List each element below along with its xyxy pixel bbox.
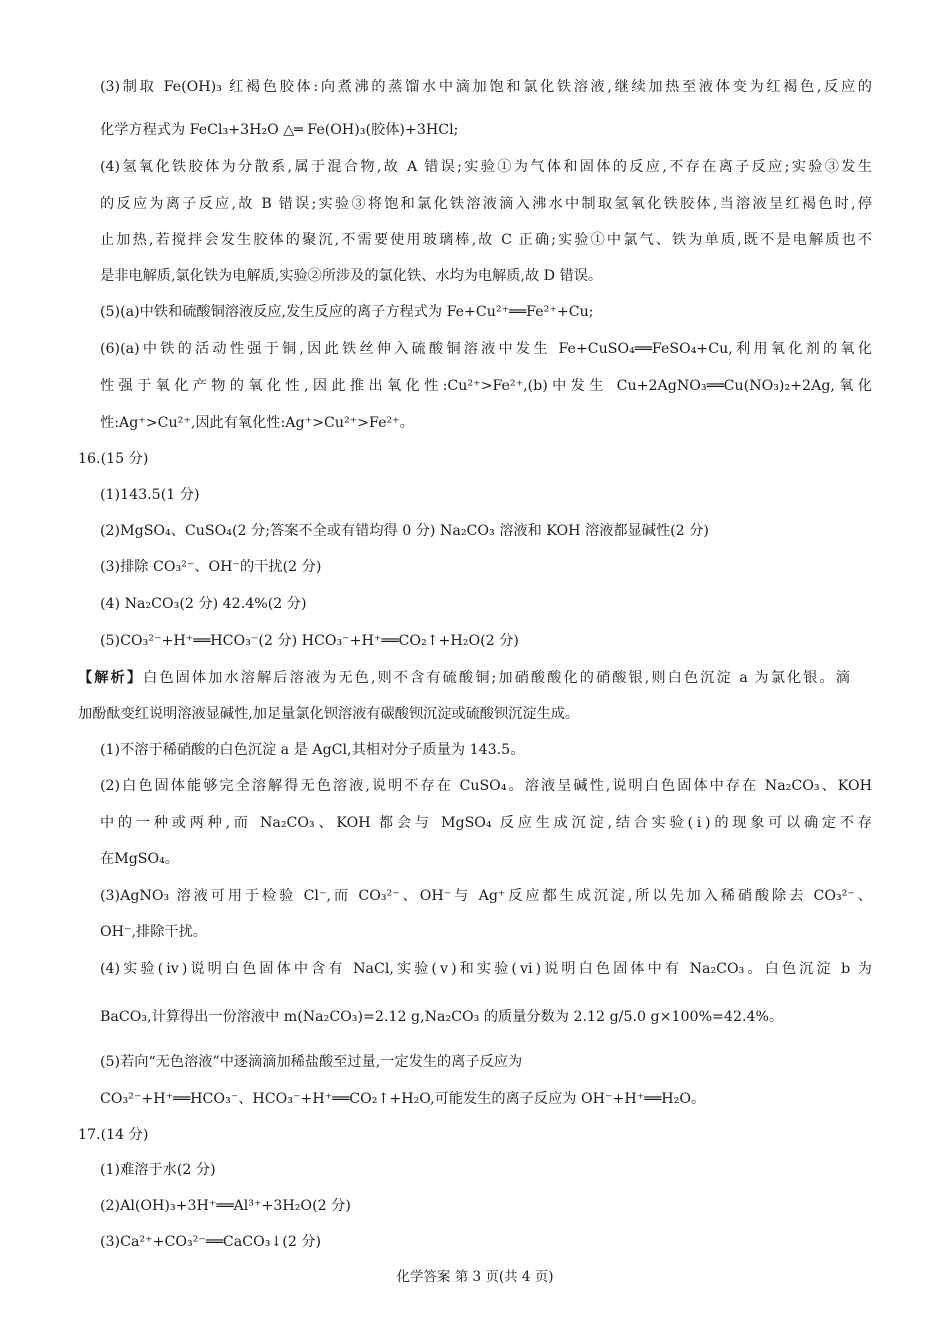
text-line: (5)CO₃²⁻+H⁺══HCO₃⁻(2 分) HCO₃⁻+H⁺══CO₂↑+H₂O(2 分) [100, 633, 519, 649]
text-line: 化学方程式为 FeCl₃+3H₂O △═ Fe(OH)₃(胶体)+3HCl; [100, 122, 459, 138]
text-line: (1)不溶于稀硝酸的白色沉淀 a 是 AgCl,其相对分子质量为 143.5。 [100, 742, 525, 758]
text-line: 的反应为离子反应,故 B 错误;实验③将饱和氯化铁溶液滴入沸水中制取氢氧化铁胶体,当溶液呈红褐色时,停 [100, 196, 872, 212]
page-footer: 化学答案 第 3 页(共 4 页) [396, 1269, 554, 1285]
text-line: (2)MgSO₄、CuSO₄(2 分;答案不全或有错均得 0 分) Na₂CO₃ 溶液和 KOH 溶液都显碱性(2 分) [100, 523, 709, 539]
text-line: (1)143.5(1 分) [100, 487, 200, 503]
text-line: (3)AgNO₃ 溶液可用于检验 Cl⁻,而 CO₃²⁻、OH⁻与 Ag⁺反应都生成沉淀,所以先加入稀硝酸除去 CO₃²⁻、 [100, 888, 872, 904]
text-line: (5)若向“无色溶液”中逐滴滴加稀盐酸至过量,一定发生的离子反应为 [100, 1054, 523, 1070]
text-line: (4)实验(ⅳ)说明白色固体中含有 NaCl,实验(ⅴ)和实验(ⅵ)说明白色固体中有 Na₂CO₃。白色沉淀 b 为 [100, 961, 872, 977]
text-line: 止加热,若搅拌会发生胶体的聚沉,不需要使用玻璃棒,故 C 正确;实验①中氯气、铁为单质,既不是电解质也不 [100, 232, 872, 248]
text-line: 在MgSO₄。 [100, 851, 180, 867]
text-line: (5)(a)中铁和硫酸铜溶液反应,发生反应的离子方程式为 Fe+Cu²⁺══Fe²⁺+Cu; [100, 304, 594, 320]
question-16-heading: 16.(15 分) [78, 451, 149, 467]
text-line: (1)难溶于水(2 分) [100, 1162, 216, 1178]
text-line: (2)Al(OH)₃+3H⁺══Al³⁺+3H₂O(2 分) [100, 1198, 351, 1214]
analysis-text: 白色固体加水溶解后溶液为无色,则不含有硫酸铜;加硝酸酸化的硝酸银,则白色沉淀 a 为氯化银。滴 [143, 670, 850, 686]
text-line: 是非电解质,氯化铁为电解质,实验②所涉及的氯化铁、水均为电解质,故 D 错误。 [100, 268, 603, 284]
text-line: CO₃²⁻+H⁺══HCO₃⁻、HCO₃⁻+H⁺══CO₂↑+H₂O,可能发生的离子反应为 OH⁻+H⁺══H₂O。 [100, 1091, 706, 1107]
text-line: (3)制取 Fe(OH)₃ 红褐色胶体:向煮沸的蒸馏水中滴加饱和氯化铁溶液,继续加热至液体变为红褐色,反应的 [100, 79, 872, 95]
text-line: BaCO₃,计算得出一份溶液中 m(Na₂CO₃)=2.12 g,Na₂CO₃ 的质量分数为 2.12 g/5.0 g×100%=42.4%。 [100, 1009, 784, 1025]
text-line: OH⁻,排除干扰。 [100, 924, 207, 940]
text-line: (3)排除 CO₃²⁻、OH⁻的干扰(2 分) [100, 559, 322, 575]
text-line: (2)白色固体能够完全溶解得无色溶液,说明不存在 CuSO₄。溶液呈碱性,说明白色固体中存在 Na₂CO₃、KOH [100, 778, 872, 794]
question-17-heading: 17.(14 分) [78, 1127, 149, 1143]
text-line: (4) Na₂CO₃(2 分) 42.4%(2 分) [100, 596, 307, 612]
text-line: 中的一种或两种,而 Na₂CO₃、KOH 都会与 MgSO₄ 反应生成沉淀,结合实验(ⅰ)的现象可以确定不存 [100, 815, 872, 831]
analysis-label: 【解析】 [78, 670, 144, 686]
text-line: 性强于氧化产物的氧化性,因此推出氧化性:Cu²⁺>Fe²⁺,(b)中发生 Cu+2AgNO₃══Cu(NO₃)₂+2Ag,氧化 [100, 378, 872, 394]
text-line: 性:Ag⁺>Cu²⁺,因此有氧化性:Ag⁺>Cu²⁺>Fe²⁺。 [100, 415, 414, 431]
text-line: (6)(a)中铁的活动性强于铜,因此铁丝伸入硫酸铜溶液中发生 Fe+CuSO₄══FeSO₄+Cu,利用氧化剂的氧化 [100, 341, 872, 357]
analysis-paragraph [78, 668, 850, 688]
text-line: (3)Ca²⁺+CO₃²⁻══CaCO₃↓(2 分) [100, 1234, 322, 1250]
text-line: (4)氢氧化铁胶体为分散系,属于混合物,故 A 错误;实验①为气体和固体的反应,不存在离子反应;实验③发生 [100, 159, 872, 175]
text-line: 加酚酞变红说明溶液显碱性,加足量氯化钡溶液有碳酸钡沉淀或硫酸钡沉淀生成。 [78, 706, 580, 722]
